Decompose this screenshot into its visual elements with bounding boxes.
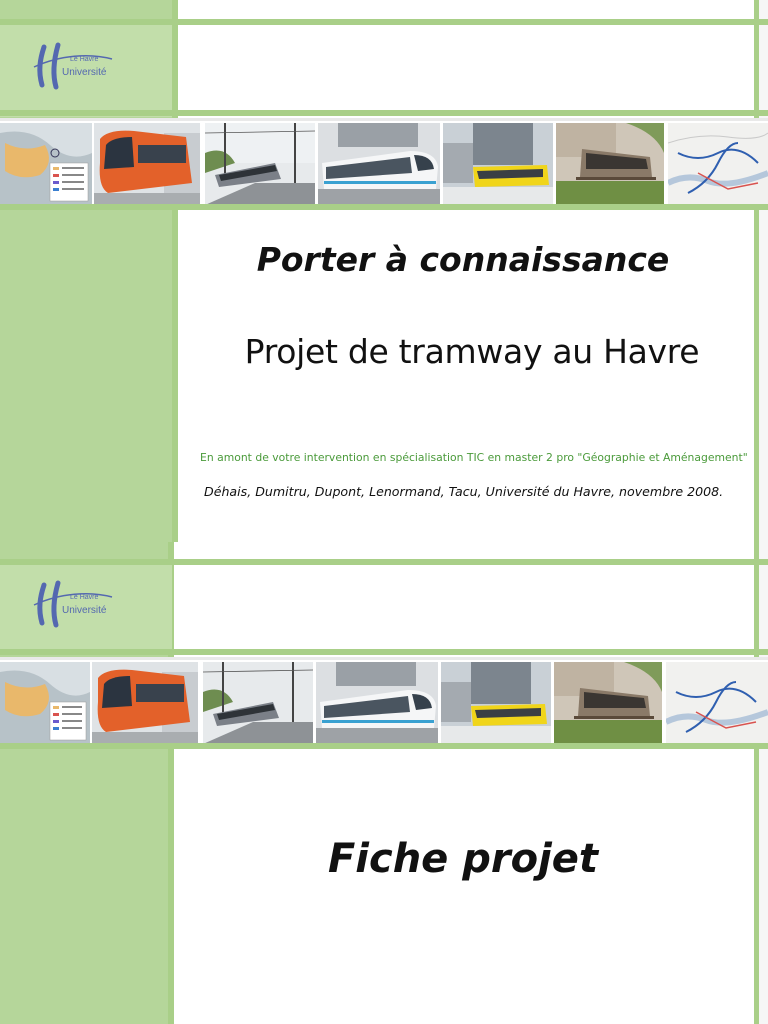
- logo-area: [0, 565, 172, 651]
- photo-strip: [0, 118, 768, 210]
- photo-strip: [0, 657, 768, 749]
- grey-tram-image: [203, 662, 313, 744]
- slide-1-intro: En amont de votre intervention en spécialisation TIC en master 2 pro "Géographie et Aménagement": [200, 451, 748, 464]
- right-band: [754, 542, 768, 1024]
- yellow-tram-image: [441, 662, 551, 744]
- university-logo: [30, 579, 130, 631]
- route-map-image: [668, 123, 768, 205]
- white-tram-image: [316, 662, 438, 744]
- slide-1-authors: Déhais, Dumitru, Dupont, Lenormand, Tacu, Université du Havre, novembre 2008.: [204, 484, 724, 499]
- slide-2: [0, 542, 768, 1024]
- right-band: [754, 0, 768, 542]
- orange-tram-image: [94, 123, 200, 205]
- map-thumbnail-image: [0, 662, 90, 744]
- strip-top-line: [0, 649, 768, 655]
- white-tram-image: [318, 123, 440, 205]
- svg-text:Université: Université: [62, 605, 107, 616]
- strip-bottom-line: [0, 743, 768, 749]
- slide-1-title: Porter à connaissance: [256, 240, 670, 279]
- university-logo: [30, 41, 130, 93]
- strip-top-line: [0, 110, 768, 116]
- slide-2-title: Fiche projet: [327, 836, 599, 882]
- route-map-image: [666, 662, 768, 744]
- brown-tram-image: [556, 123, 664, 205]
- svg-text:Le Havre: Le Havre: [70, 56, 99, 63]
- svg-text:Université: Université: [62, 67, 107, 78]
- strip-bottom-line: [0, 204, 768, 210]
- svg-text:Le Havre: Le Havre: [70, 594, 99, 601]
- brown-tram-image: [554, 662, 662, 744]
- map-thumbnail-image: [0, 123, 92, 205]
- logo-area: [0, 25, 172, 117]
- slide-1-subtitle: Projet de tramway au Havre: [244, 332, 700, 371]
- grey-tram-image: [205, 123, 315, 205]
- orange-tram-image: [92, 662, 198, 744]
- yellow-tram-image: [443, 123, 553, 205]
